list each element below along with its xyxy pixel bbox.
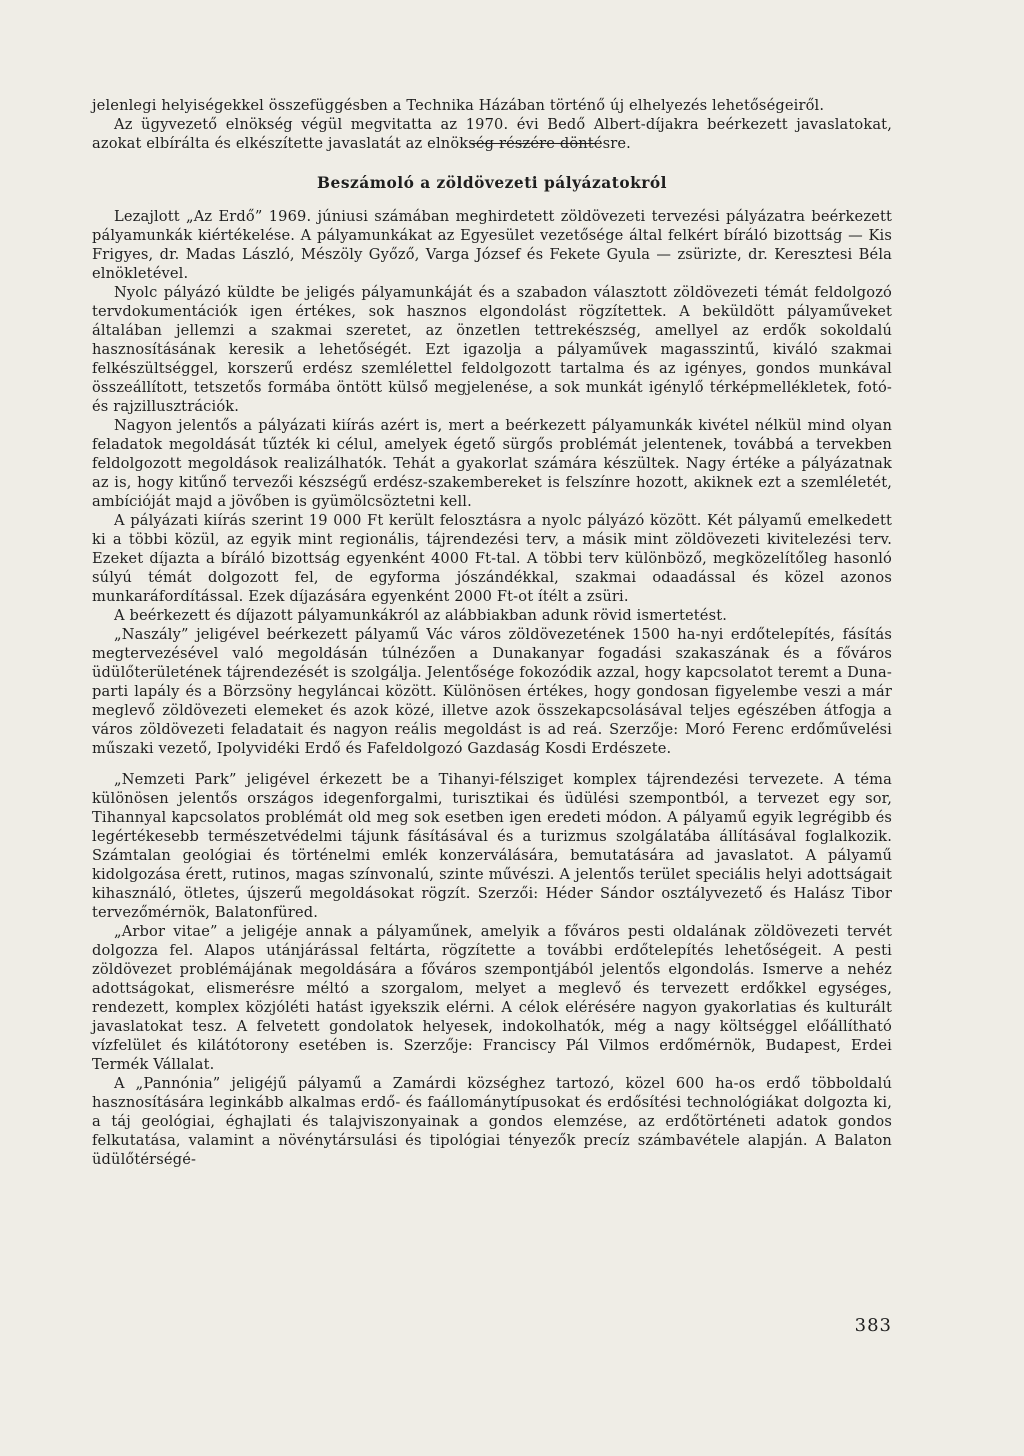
paragraph: Lezajlott „Az Erdő” 1969. júniusi számában meghirdetett zöldövezeti tervezési pályázatra beérkezett pályamunkák kiértékelése. A pályamunkákat az Egyesület vezetősége által felkért bíráló bizottság — Kis Frigyes, dr. Madas László, Mészöly Győző, Varga József és Fekete Gyula — zsürizte, dr. Keresztesi Béla elnökletével.	[92, 208, 892, 282]
paragraph-continuation: jelenlegi helyiségekkel összefüggésben a Technika Házában történő új elhelyezés lehetőségeiről.	[92, 97, 825, 114]
page-number: 383	[854, 1315, 892, 1336]
paragraph: Nagyon jelentős a pályázati kiírás azért is, mert a beérkezett pályamunkák kivétel nélkül mind olyan feladatok megoldását tűzték ki célul, amelyek égető sürgős problémát jelentenek, továbbá a tervekben feldolgozott megoldások realizálhatók. Tehát a gyakorlat számára készültek. Nagy értéke a pályázatnak az is, hogy kitűnő tervezői készségű erdész-szakembereket is felszínre hozott, akiknek ezt a szemléletét, ambícióját majd a jövőben is gyümölcsöztetni kell.	[92, 417, 892, 510]
paragraph-bedo-award: Az ügyvezető elnökség végül megvitatta az 1970. évi Bedő Albert-díjakra beérkezett javaslatokat, azokat elbírálta és elkészítette javaslatát az elnökség részére döntésre.	[92, 116, 892, 152]
section-title: Beszámoló a zöldövezeti pályázatokról	[317, 174, 667, 192]
paragraph-pannonia: A „Pannónia” jeligéjű pályamű a Zamárdi községhez tartozó, közel 600 ha-os erdő többoldalú hasznosítására leginkább alkalmas erdő- és faállománytípusokat és erdősítési technológiákat dolgozta ki, a táj geológiai, éghajlati és talajviszonyainak a gondos elemzése, az erdőtörténeti adatok gondos felkutatása, valamint a növénytársulási és tipológiai tényezők precíz számbavétele alapján. A Balaton üdülőtérségé-	[92, 1075, 892, 1168]
paragraph-gap	[92, 758, 892, 770]
paragraph: Nyolc pályázó küldte be jeligés pályamunkáját és a szabadon választott zöldövezeti témát feldolgozó tervdokumentációk igen értékes, sok hasznos elgondolást rögzítettek. A beküldött pályaműveket általában jellemzi a szakmai szeretet, az önzetlen tettrekészség, amellyel az erdők sokoldalú hasznosításának keresik a lehetőségét. Ezt igazolja a pályaművek magasszintű, kiváló szakmai felkészültséggel, korszerű erdész szemlélettel feldolgozott tartalma és az igényes, gondos munkával összeállított, tetszetős formába öntött külső megjelenése, a sok munkát igénylő térképmellékletek, fotó- és rajzillusztrációk.	[92, 284, 892, 415]
paragraph-naszaly: „Naszály” jeligével beérkezett pályamű Vác város zöldövezetének 1500 ha-nyi erdőtelepítés, fásítás megtervezésével való megoldásán túlnézően a Dunakanyar fogadási szakaszának és a főváros üdülőterületének tájrendezését is szolgálja. Jelentősége fokozódik azzal, hogy kapcsolatot teremt a Duna-parti lapály és a Börzsöny hegyláncai között. Különösen értékes, hogy gondosan figyelembe veszi a már meglevő zöldövezeti elemeket és azok közé, illetve azok összekapcsolásával teljes egészében átfogja a város zöldövezeti feladatait és nagyon reális megoldást is ad reá. Szerzője: Moró Ferenc erdőművelési műszaki vezető, Ipolyvidéki Erdő és Fafeldolgozó Gazdaság Kosdi Erdészete.	[92, 626, 892, 757]
paragraph-nemzeti-park: „Nemzeti Park” jeligével érkezett be a Tihanyi-félsziget komplex tájrendezési tervezete. A téma különösen jelentős országos idegenforgalmi, turisztikai és üdülési szempontból, a tervezet egy sor, Tihannyal kapcsolatos problémát old meg sok esetben igen eredeti módon. A pályamű egyik legrégibb és legértékesebb természetvédelmi tájunk fásításával és a turizmus szolgálatába állításával foglalkozik. Számtalan geológiai és történelmi emlék konzerválására, bemutatására ad javaslatot. A pályamű kidolgozása érett, rutinos, magas színvonalú, szinte művészi. A jelentős terület speciális helyi adottságait kihasználó, ötletes, újszerű megoldásokat rögzít. Szerzői: Héder Sándor osztályvezető és Halász Tibor tervezőmérnök, Balatonfüred.	[92, 771, 892, 921]
paragraph: A beérkezett és díjazott pályamunkákról az alábbiakban adunk rövid ismertetést.	[114, 607, 728, 624]
paragraph-arbor-vitae: „Arbor vitae” a jeligéje annak a pályaműnek, amelyik a főváros pesti oldalának zöldövezeti tervét dolgozza fel. Alapos utánjárással feltárta, rögzítette a további erdőtelepítés lehetőségeit. A pesti zöldövezet problémájának megoldására a főváros szempontjából jelentős elgondolás. Ismerve a nehéz adottságokat, elismerésre méltó a szorgalom, melyet a meglevő és tervezett erdőkkel egységes, rendezett, komplex közjóléti hatást igyekszik elérni. A célok elérésére nagyon gyakorlatias és kulturált javaslatokat tesz. A felvetett gondolatok helyesek, indokolhatók, még a nagy költséggel előállítható vízfelület és kilátótorony esetében is. Szerzője: Franciscy Pál Vilmos erdőmérnök, Budapest, Erdei Termék Vállalat.	[92, 923, 892, 1073]
paragraph: A pályázati kiírás szerint 19 000 Ft került felosztásra a nyolc pályázó között. Két pályamű emelkedett ki a többi közül, az egyik mint regionális, tájrendezési terv, a másik mint zöldövezeti kivitelezési terv. Ezeket díjazta a bíráló bizottság egyenként 4000 Ft-tal. A többi terv különböző, megközelítőleg hasonló súlyú témát dolgozott fel, de egyforma jószándékkal, szakmai odaadással és közel azonos munkaráfordítással. Ezek díjazására egyenként 2000 Ft-ot ítélt a zsüri.	[92, 512, 892, 605]
